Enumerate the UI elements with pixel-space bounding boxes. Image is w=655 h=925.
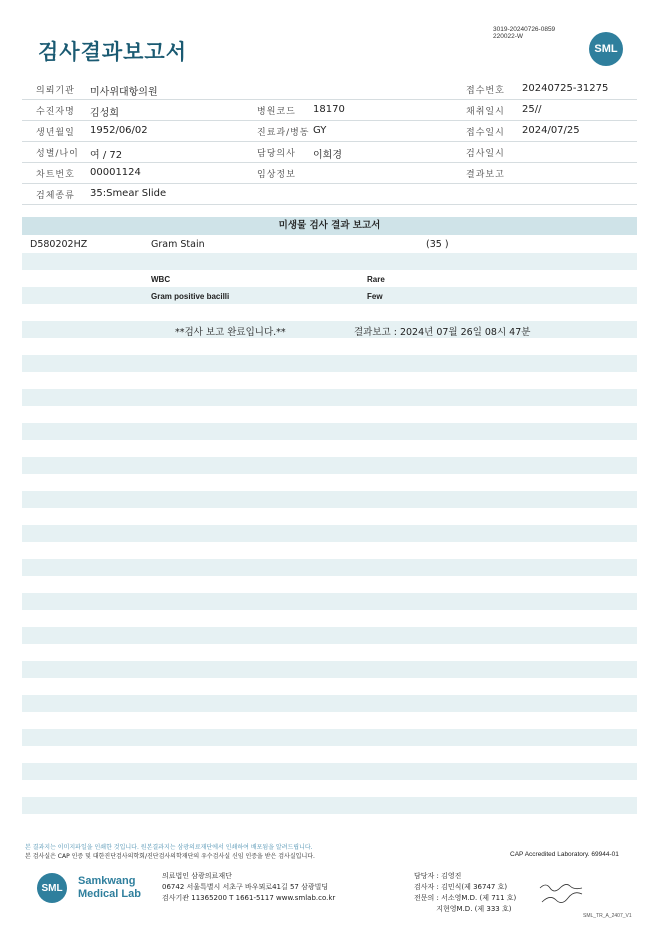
- table-stripe: [22, 627, 637, 644]
- staff-list: 담당자 : 김영진 검사자 : 김민식(제 36747 호) 전문의 : 서소영M.D. (제 711 호) 지현영M.D. (제 333 호): [414, 872, 517, 913]
- table-stripe: [22, 457, 637, 474]
- completion-text: **검사 보고 완료입니다.**: [175, 327, 286, 338]
- document-id: 3019-20240726-0859 220022-W: [493, 26, 556, 40]
- table-stripe: [22, 661, 637, 678]
- result-row: Gram positive bacilli Few: [151, 292, 383, 301]
- test-count: (35 ): [426, 239, 449, 250]
- table-stripe: [22, 253, 637, 270]
- section-title: 미생물 검사 결과 보고서: [22, 217, 637, 235]
- test-code: D580202HZ: [30, 239, 88, 250]
- cap-accreditation: CAP Accredited Laboratory. 69944-01: [510, 851, 619, 858]
- form-version: SML_TR_A_2407_V1: [583, 913, 632, 919]
- table-stripe: [22, 729, 637, 746]
- test-row: [22, 237, 637, 253]
- table-stripe: [22, 389, 637, 406]
- table-stripe: [22, 695, 637, 712]
- signature: [538, 880, 588, 910]
- sml-footer-logo: SML: [37, 873, 67, 903]
- header-row: 검체종류 35:Smear Slide: [22, 184, 637, 205]
- completion-row: [22, 322, 637, 338]
- table-stripe: [22, 763, 637, 780]
- test-name: Gram Stain: [151, 239, 205, 250]
- result-row: WBC Rare: [151, 275, 385, 284]
- header-row: 수진자명 김성희 병원코드 18170 채취일시 25//: [22, 100, 637, 121]
- header-row: 차트번호 00001124 임상정보 결과보고: [22, 163, 637, 184]
- header-row: 성별/나이 여 / 72 담당의사 이희경 검사일시: [22, 142, 637, 163]
- header-row: 생년월일 1952/06/02 진료과/병동 GY 접수일시 2024/07/25: [22, 121, 637, 142]
- table-stripe: [22, 355, 637, 372]
- header-row: 의뢰기관 미사위대항의원 접수번호 20240725-31275: [22, 79, 637, 100]
- table-stripe: [22, 559, 637, 576]
- page-title: 검사결과보고서: [38, 40, 188, 64]
- table-stripe: [22, 525, 637, 542]
- sml-logo: SML: [589, 32, 623, 66]
- brand-name: Samkwang Medical Lab: [78, 875, 141, 900]
- table-stripe: [22, 593, 637, 610]
- table-stripe: [22, 491, 637, 508]
- report-time: 결과보고 : 2024년 07월 26일 08시 47분: [354, 327, 531, 338]
- footer-note: 본 검사실은 CAP 인증 및 대한진단검사의학회/진단검사의학재단의 우수검사실 신임 인증을 받은 검사실입니다.: [25, 853, 315, 860]
- table-stripe: [22, 423, 637, 440]
- lab-address: 의료법인 삼광의료재단 06742 서울특별시 서초구 바우뫼로41길 57 삼광빌딩 검사기관 11365200 T 1661-5117 www.smlab.co.kr: [162, 872, 336, 902]
- footer-note: 본 결과지는 이미지파일을 인쇄한 것입니다. 원본결과지는 삼광의료재단에서 인쇄하여 배포됨을 알려드립니다.: [25, 844, 313, 851]
- table-stripe: [22, 797, 637, 814]
